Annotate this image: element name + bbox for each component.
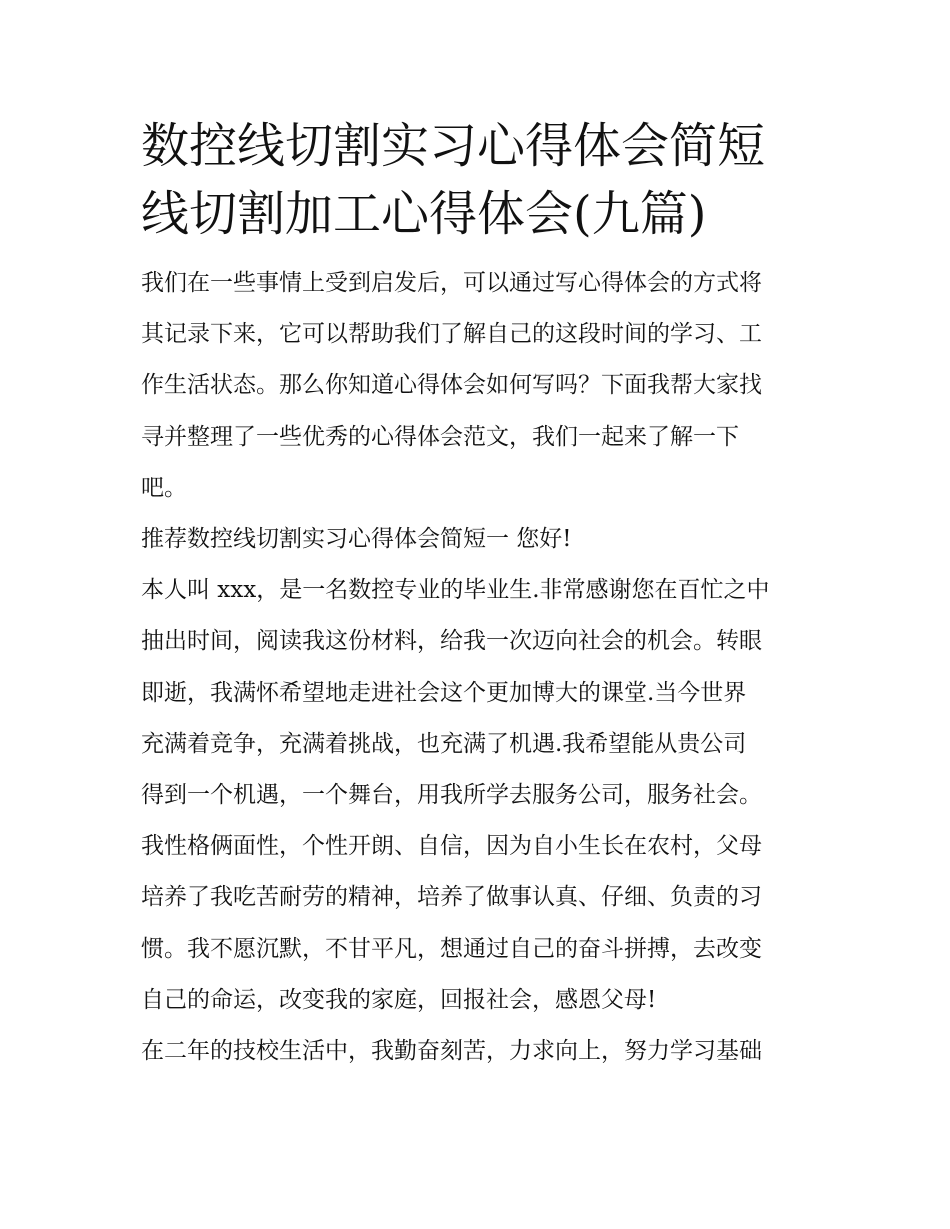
title-line: 线切割加工心得体会(九篇) <box>141 186 707 242</box>
text-line: 本人叫 xxx，是一名数控专业的毕业生.非常感谢您在百忙之中 <box>141 577 770 604</box>
body-paragraph <box>141 1026 813 1077</box>
text-line: 得到一个机遇，一个舞台，用我所学去服务公司，服务社会。 <box>141 782 762 809</box>
document-page <box>141 112 813 1077</box>
text-line: 寻并整理了一些优秀的心得体会范文，我们一起来了解一下 <box>141 423 739 450</box>
text-line: 即逝，我满怀希望地走进社会这个更加博大的课堂.当今世界 <box>141 679 747 706</box>
text-line: 作生活状态。那么你知道心得体会如何写吗？下面我帮大家找 <box>141 372 762 399</box>
text-line: 自己的命运，改变我的家庭，回报社会，感恩父母! <box>141 986 657 1013</box>
section-heading-paragraph <box>141 514 813 565</box>
intro-paragraph <box>141 258 813 514</box>
document-title <box>141 112 813 248</box>
text-line: 推荐数控线切割实习心得体会简短一 您好! <box>141 526 572 553</box>
text-line: 抽出时间，阅读我这份材料，给我一次迈向社会的机会。转眼 <box>141 628 762 655</box>
text-line: 在二年的技校生活中，我勤奋刻苦，力求向上，努力学习基础 <box>141 1038 762 1065</box>
text-line: 充满着竞争，充满着挑战，也充满了机遇.我希望能从贵公司 <box>141 730 747 757</box>
title-line: 数控线切割实习心得体会简短 <box>141 118 766 174</box>
text-line: 我性格俩面性，个性开朗、自信，因为自小生长在农村，父母 <box>141 833 762 860</box>
text-line: 惯。我不愿沉默，不甘平凡，想通过自己的奋斗拼搏，去改变 <box>141 935 762 962</box>
text-line: 培养了我吃苦耐劳的精神，培养了做事认真、仔细、负责的习 <box>141 884 762 911</box>
text-line: 吧。 <box>141 474 187 501</box>
text-line: 其记录下来，它可以帮助我们了解自己的这段时间的学习、工 <box>141 321 762 348</box>
body-paragraph <box>141 821 813 1026</box>
body-paragraph <box>141 565 813 821</box>
text-line: 我们在一些事情上受到启发后，可以通过写心得体会的方式将 <box>141 270 762 296</box>
